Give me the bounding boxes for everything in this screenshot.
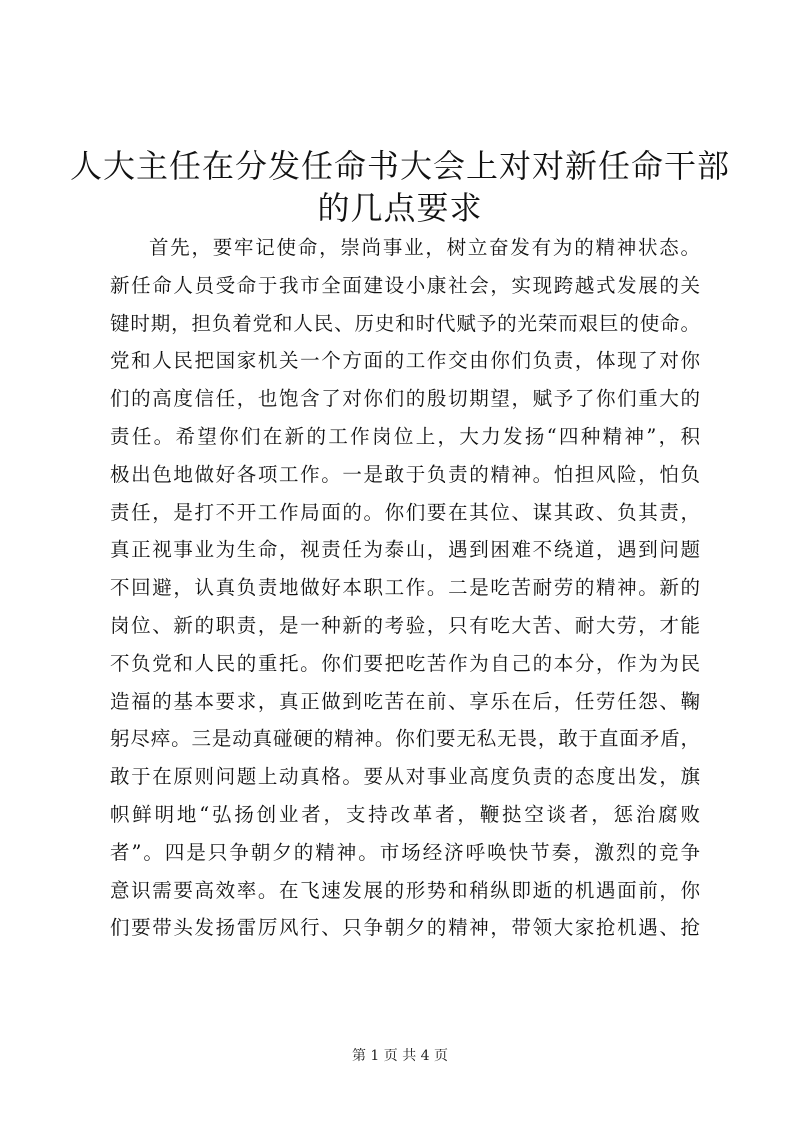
body-line: 不回避，认真负责地做好本职工作。二是吃苦耐劳的精神。新的 [110,576,700,600]
body-line: 责任。希望你们在新的工作岗位上，大力发扬“四种精神”，积 [110,424,700,448]
body-line: 新任命人员受命于我市全面建设小康社会，实现跨越式发展的关 [110,273,700,297]
document-title-line-1: 人大主任在分发任命书大会上对对新任命干部 [69,147,730,185]
body-line: 党和人民把国家机关一个方面的工作交由你们负责，体现了对你 [110,349,700,373]
body-line: 们要带头发扬雷厉风行、只争朝夕的精神，带领大家抢机遇、抢 [110,916,700,940]
body-line: 键时期，担负着党和人民、历史和时代赋予的光荣而艰巨的使命。 [110,311,700,335]
body-line: 岗位、新的职责，是一种新的考验，只有吃大苦、耐大劳，才能 [110,613,700,637]
body-line: 意识需要高效率。在飞速发展的形势和稍纵即逝的机遇面前，你 [110,878,700,902]
document-title-line-2: 的几点要求 [317,189,483,227]
page-number-footer: 第 1 页 共 4 页 [351,1048,449,1064]
body-line: 者”。四是只争朝夕的精神。市场经济呼唤快节奏，激烈的竞争 [110,840,700,864]
body-line: 不负党和人民的重托。你们要把吃苦作为自己的本分，作为为民 [110,651,700,675]
body-line: 们的高度信任，也饱含了对你们的殷切期望，赋予了你们重大的 [110,387,700,411]
body-line: 敢于在原则问题上动真格。要从对事业高度负责的态度出发，旗 [110,765,700,789]
body-line: 帜鲜明地“弘扬创业者，支持改革者，鞭挞空谈者，惩治腐败 [110,802,700,826]
body-line: 首先，要牢记使命，崇尚事业，树立奋发有为的精神状态。 [149,236,700,259]
body-line: 责任，是打不开工作局面的。你们要在其位、谋其政、负其责， [110,500,700,524]
body-line: 极出色地做好各项工作。一是敢于负责的精神。怕担风险，怕负 [110,462,700,486]
body-line: 躬尽瘁。三是动真碰硬的精神。你们要无私无畏，敢于直面矛盾， [110,727,700,751]
body-line: 造福的基本要求，真正做到吃苦在前、享乐在后，任劳任怨、鞠 [110,689,700,713]
body-paragraph [110,229,700,947]
body-line: 真正视事业为生命，视责任为泰山，遇到困难不绕道，遇到问题 [110,538,700,562]
